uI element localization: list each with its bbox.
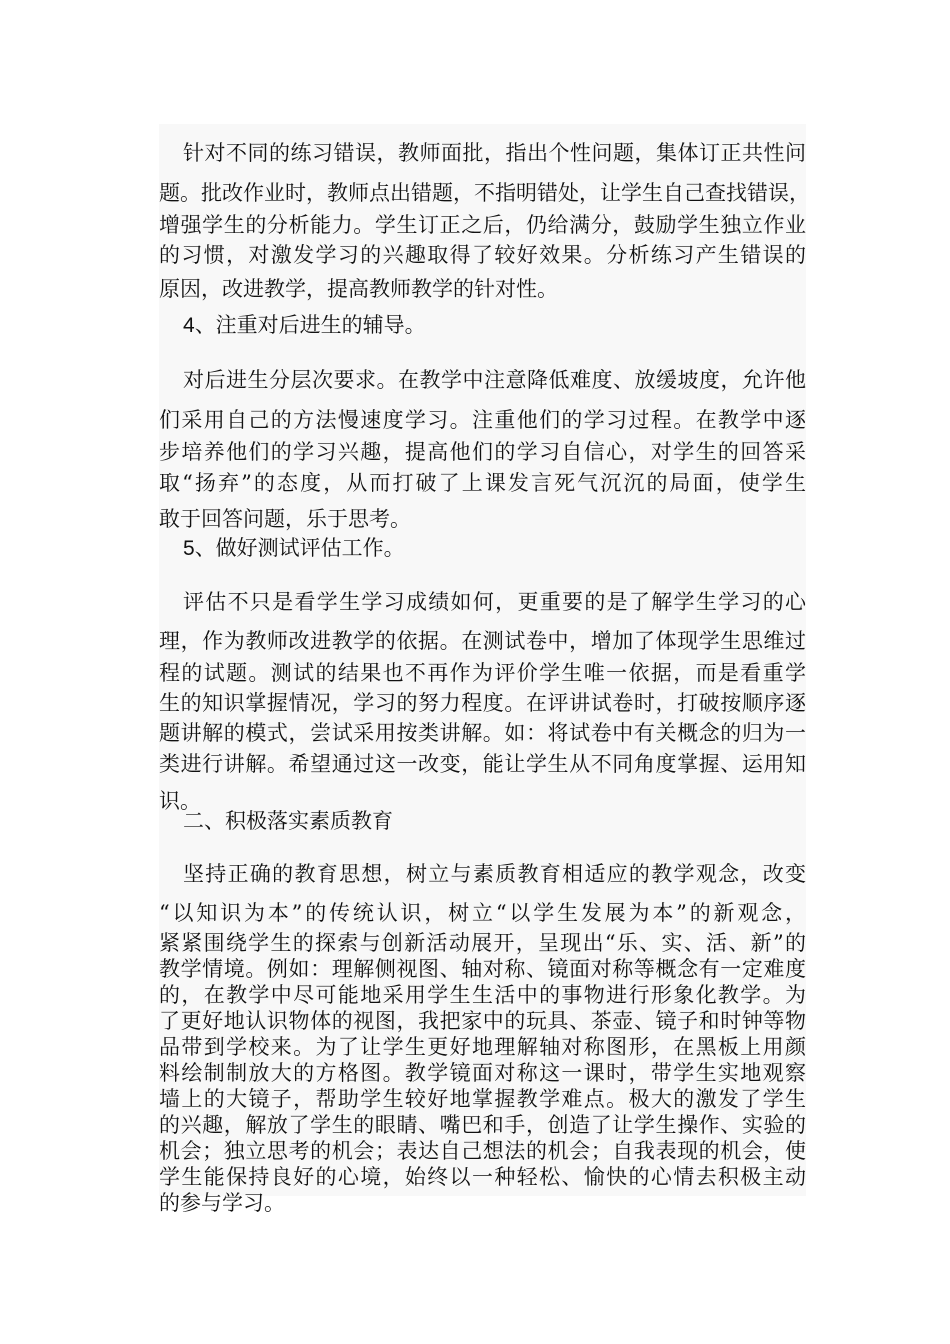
paragraph-line: 坚持正确的教育思想，树立与素质教育相适应的教学观念，改变 [183,862,806,886]
paragraph-line: 类进行讲解。希望通过这一改变，能让学生从不同角度掌握、运用知 [159,752,806,776]
heading-number: 5 [183,537,195,560]
paragraph-line: 学生能保持良好的心境，始终以一种轻松、愉快的心情去积极主动 [159,1165,806,1189]
paragraph-line: 机会；独立思考的机会；表达自己想法的机会；自我表现的机会，使 [159,1139,806,1163]
paragraph-line: 增强学生的分析能力。学生订正之后，仍给满分，鼓励学生独立作业 [159,213,806,237]
paragraph-line: 墙上的大镜子，帮助学生较好地掌握教学难点。极大的激发了学生 [159,1087,806,1111]
heading-text: 二、积极落实素质教育 [183,809,393,833]
paragraph-line: 的参与学习。 [159,1191,285,1215]
paragraph-line: 品带到学校来。为了让学生更好地理解轴对称图形，在黑板上用颜 [159,1035,806,1059]
paragraph-line: 题讲解的模式，尝试采用按类讲解。如：将试卷中有关概念的归为一 [159,721,806,745]
paragraph-line: 程的试题。测试的结果也不再作为评价学生唯一依据，而是看重学 [159,661,806,685]
paragraph-error-correction [159,131,810,308]
section-heading-4 [183,310,426,341]
heading-number: 4 [183,314,195,337]
heading-text: 、做好测试评估工作。 [194,536,405,560]
paragraph-assessment [159,580,806,821]
paragraph-line: 们采用自己的方法慢速度学习。注重他们的学习过程。在教学中逐 [159,408,806,432]
paragraph-line: 针对不同的练习错误，教师面批，指出个性问题，集体订正共性问 [183,141,806,165]
paragraph-line: 的，在教学中尽可能地采用学生生活中的事物进行形象化教学。为 [159,983,806,1007]
paragraph-line: 生的知识掌握情况，学习的努力程度。在评讲试卷时，打破按顺序逐 [159,691,806,715]
paragraph-line: 对后进生分层次要求。在教学中注意降低难度、放缓坡度，允许他 [183,368,806,392]
paragraph-line: 识。 [159,789,201,813]
paragraph-line: 的兴趣，解放了学生的眼睛、嘴巴和手，创造了让学生操作、实验的 [159,1113,806,1137]
heading-text: 、注重对后进生的辅导。 [194,313,426,337]
paragraph-line: 紧紧围绕学生的探索与创新活动展开，呈现出“乐、实、活、新”的 [159,931,806,955]
paragraph-line: 步培养他们的学习兴趣，提高他们的学习自信心，对学生的回答采 [159,440,806,464]
paragraph-line: 题。批改作业时，教师点出错题，不指明错处，让学生自己查找错误， [159,181,810,205]
paragraph-line: 了更好地认识物体的视图，我把家中的玩具、茶壶、镜子和时钟等物 [159,1009,806,1033]
paragraph-line: 原因，改进教学，提高教师教学的针对性。 [159,277,558,301]
section-heading-quality-education [183,806,393,836]
paragraph-line: 教学情境。例如：理解侧视图、轴对称、镜面对称等概念有一定难度 [159,957,806,981]
paragraph-line: 取“扬弃”的态度，从而打破了上课发言死气沉沉的局面，使学生 [159,471,806,495]
paragraph-line: 的习惯，对激发学习的兴趣取得了较好效果。分析练习产生错误的 [159,243,806,267]
paragraph-quality-education [159,852,806,1216]
paragraph-line: 理，作为教师改进教学的依据。在测试卷中，增加了体现学生思维过 [159,629,806,653]
paragraph-line: 评估不只是看学生学习成绩如何，更重要的是了解学生学习的心 [183,590,806,614]
paragraph-line: 料绘制制放大的方格图。教学镜面对称这一课时，带学生实地观察 [159,1061,806,1085]
paragraph-struggling-students [159,358,806,539]
paragraph-line: 敢于回答问题，乐于思考。 [159,507,411,531]
paragraph-line: “以知识为本”的传统认识，树立“以学生发展为本”的新观念， [159,901,806,925]
section-heading-5 [183,533,405,564]
